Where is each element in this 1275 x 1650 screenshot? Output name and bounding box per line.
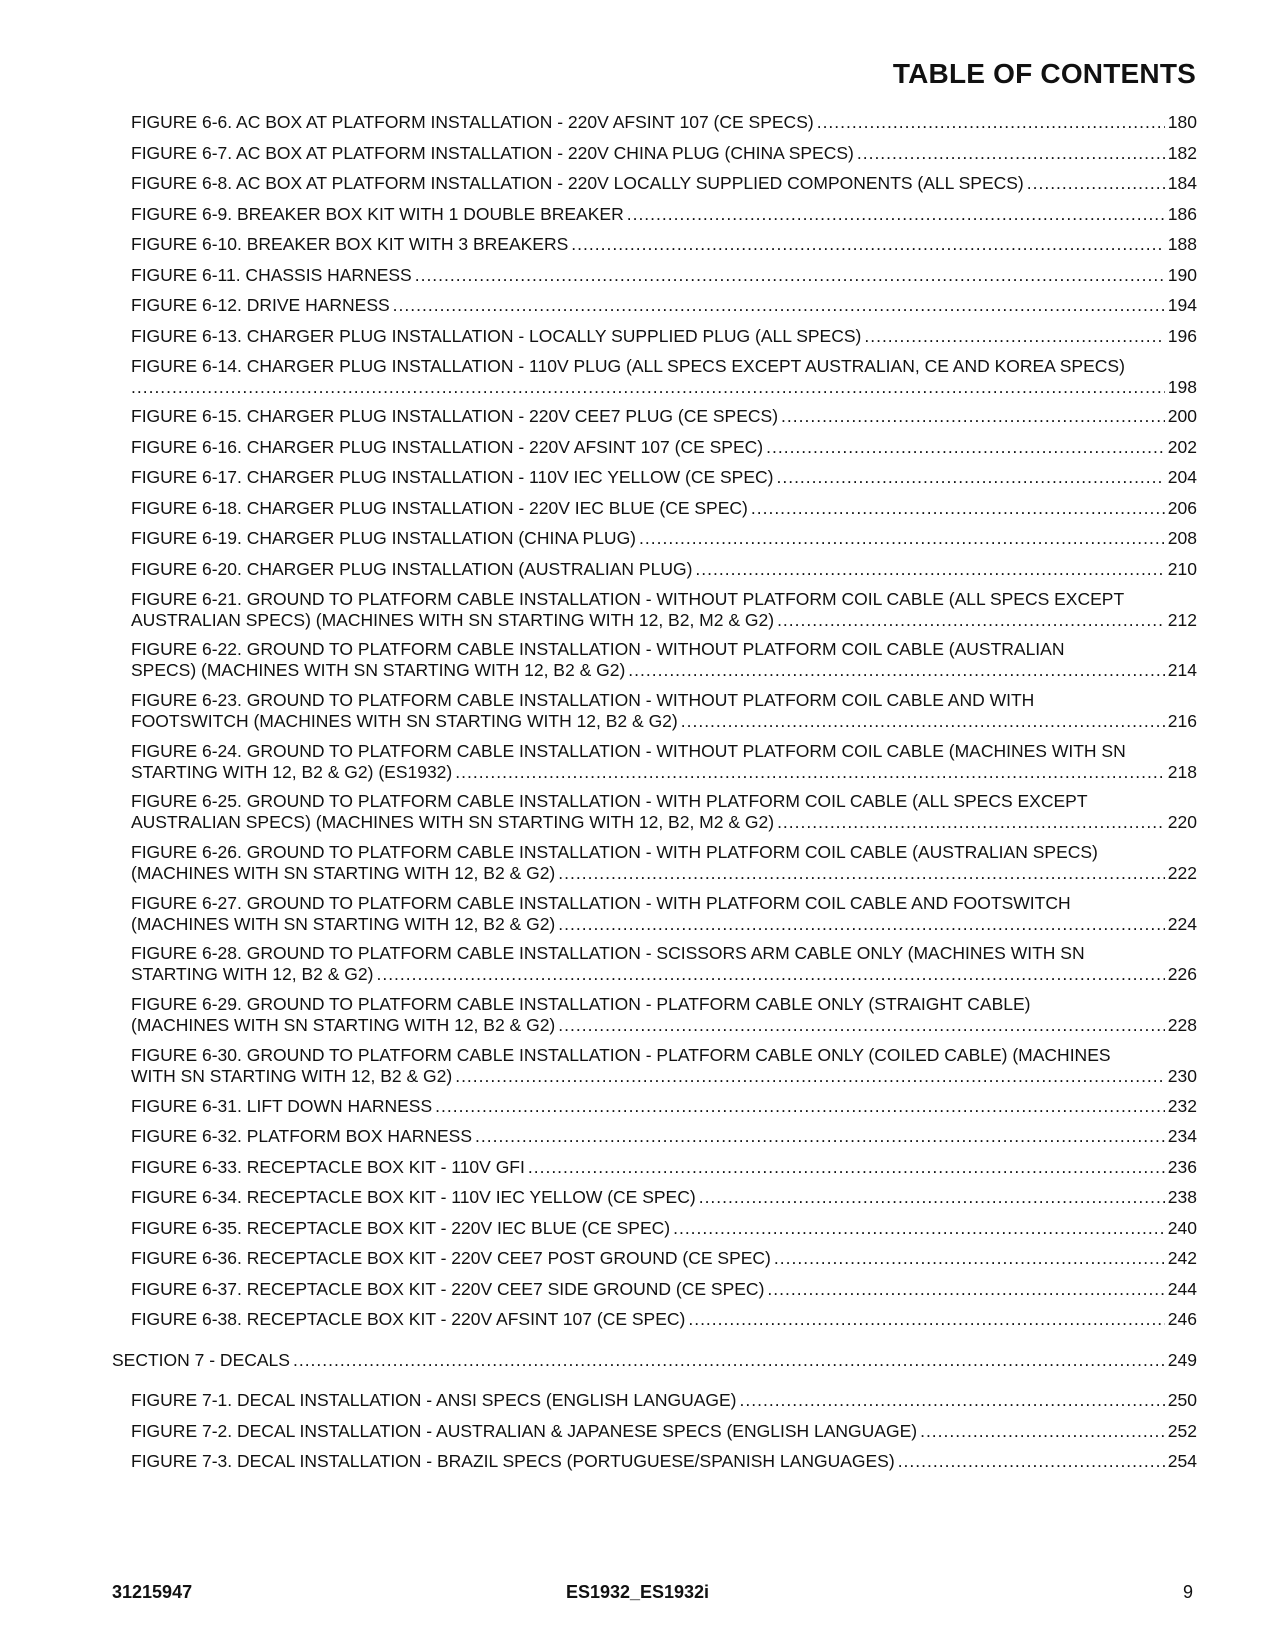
dot-leader: [673, 1218, 1165, 1239]
toc-entry-text: FIGURE 6-27. GROUND TO PLATFORM CABLE INSTALLATION - WITH PLATFORM COIL CABLE AND FOOTSWITCH: [131, 893, 1071, 913]
page-title: TABLE OF CONTENTS: [892, 58, 1196, 89]
dot-leader: [781, 406, 1165, 427]
toc-entry-text: FIGURE 6-13. CHARGER PLUG INSTALLATION - LOCALLY SUPPLIED PLUG (ALL SPECS): [131, 326, 862, 346]
toc-entry-text: (MACHINES WITH SN STARTING WITH 12, B2 & G2): [131, 1015, 556, 1035]
toc-entry[interactable]: [131, 1421, 1197, 1442]
dot-leader: [455, 762, 1165, 783]
toc-entry-text: AUSTRALIAN SPECS) (MACHINES WITH SN STARTING WITH 12, B2, M2 & G2): [131, 812, 775, 832]
dot-leader: [688, 1309, 1164, 1330]
toc-entry[interactable]: [131, 1126, 1197, 1147]
toc-entry[interactable]: [131, 943, 1197, 985]
toc-page-number: 216: [1167, 711, 1197, 731]
toc-entry-text: FIGURE 6-38. RECEPTACLE BOX KIT - 220V AFSINT 107 (CE SPEC): [131, 1309, 686, 1329]
toc-entry-text: FIGURE 6-34. RECEPTACLE BOX KIT - 110V IEC YELLOW (CE SPEC): [131, 1187, 696, 1207]
toc-page-number: 190: [1167, 265, 1197, 285]
toc-page-number: 180: [1167, 112, 1197, 132]
toc-entry[interactable]: [131, 356, 1197, 398]
toc-entry-text: FIGURE 6-22. GROUND TO PLATFORM CABLE INSTALLATION - WITHOUT PLATFORM COIL CABLE (AUSTRALIAN: [131, 639, 1065, 659]
toc-entry[interactable]: [131, 467, 1197, 488]
dot-leader: [776, 467, 1164, 488]
dot-leader: [376, 964, 1164, 985]
toc-entry-text: FIGURE 6-28. GROUND TO PLATFORM CABLE INSTALLATION - SCISSORS ARM CABLE ONLY (MACHINES WITH SN: [131, 943, 1085, 963]
toc-page-number: 224: [1167, 914, 1197, 934]
dot-leader: [528, 1157, 1165, 1178]
toc-entry[interactable]: [131, 204, 1197, 225]
toc-entry-text: FIGURE 6-16. CHARGER PLUG INSTALLATION - 220V AFSINT 107 (CE SPEC): [131, 437, 764, 457]
toc-entry[interactable]: [131, 143, 1197, 164]
toc-entry-text: (MACHINES WITH SN STARTING WITH 12, B2 & G2): [131, 914, 556, 934]
toc-page-number: 242: [1167, 1248, 1197, 1268]
toc-page-number: 186: [1167, 204, 1197, 224]
toc-page-number: 240: [1167, 1218, 1197, 1238]
dot-leader: [777, 812, 1165, 833]
toc-page-number: 236: [1167, 1157, 1197, 1177]
dot-leader: [920, 1421, 1165, 1442]
toc-entry-text: SPECS) (MACHINES WITH SN STARTING WITH 12, B2 & G2): [131, 660, 626, 680]
toc-entry[interactable]: [131, 112, 1197, 133]
toc-page-number: 230: [1167, 1066, 1197, 1086]
toc-entry-text: FIGURE 6-33. RECEPTACLE BOX KIT - 110V GFI: [131, 1157, 525, 1177]
toc-entry-text: (MACHINES WITH SN STARTING WITH 12, B2 & G2): [131, 863, 556, 883]
toc-entry-text: FIGURE 6-9. BREAKER BOX KIT WITH 1 DOUBLE BREAKER: [131, 204, 624, 224]
toc-entry[interactable]: [131, 1045, 1197, 1087]
dot-leader: [627, 204, 1165, 225]
toc-page-number: 232: [1167, 1096, 1197, 1116]
toc-entry-text: FIGURE 7-2. DECAL INSTALLATION - AUSTRALIAN & JAPANESE SPECS (ENGLISH LANGUAGE): [131, 1421, 918, 1441]
toc-entry-text: STARTING WITH 12, B2 & G2): [131, 964, 374, 984]
toc-page-number: 249: [1167, 1350, 1197, 1370]
footer-model: ES1932_ES1932i: [565, 1582, 710, 1602]
toc-entry-text: FIGURE 6-7. AC BOX AT PLATFORM INSTALLATION - 220V CHINA PLUG (CHINA SPECS): [131, 143, 854, 163]
toc-entry-text: FIGURE 6-21. GROUND TO PLATFORM CABLE INSTALLATION - WITHOUT PLATFORM COIL CABLE (ALL SPECS EXCEPT: [131, 589, 1125, 609]
toc-entry-text: FIGURE 6-30. GROUND TO PLATFORM CABLE INSTALLATION - PLATFORM CABLE ONLY (COILED CABLE) (MACHINES: [131, 1045, 1111, 1065]
toc-page-number: 218: [1167, 762, 1197, 782]
toc-page-number: 250: [1167, 1390, 1197, 1410]
toc-entry-text: FIGURE 7-3. DECAL INSTALLATION - BRAZIL SPECS (PORTUGUESE/SPANISH LANGUAGES): [131, 1451, 895, 1471]
dot-leader: [628, 660, 1165, 681]
toc-page-number: 202: [1167, 437, 1197, 457]
dot-leader: [766, 437, 1165, 458]
dot-leader: [475, 1126, 1165, 1147]
toc-entry[interactable]: [131, 559, 1197, 580]
dot-leader: [415, 265, 1165, 286]
toc-entry-text: FIGURE 6-17. CHARGER PLUG INSTALLATION - 110V IEC YELLOW (CE SPEC): [131, 467, 774, 487]
dot-leader: [393, 295, 1165, 316]
toc-entry-text: FIGURE 6-37. RECEPTACLE BOX KIT - 220V CEE7 SIDE GROUND (CE SPEC): [131, 1279, 765, 1299]
toc-entry[interactable]: [131, 639, 1197, 681]
toc-page-number: 210: [1167, 559, 1197, 579]
toc-page-number: 200: [1167, 406, 1197, 426]
toc-page-number: 246: [1167, 1309, 1197, 1329]
dot-leader: [639, 528, 1165, 549]
toc-entry-text: FIGURE 6-36. RECEPTACLE BOX KIT - 220V CEE7 POST GROUND (CE SPEC): [131, 1248, 771, 1268]
dot-leader: [293, 1350, 1165, 1371]
toc-page-number: 188: [1167, 234, 1197, 254]
toc-entry[interactable]: [131, 741, 1197, 783]
toc-page-number: 198: [1167, 377, 1197, 397]
toc-entry[interactable]: [131, 1451, 1197, 1472]
dot-leader: [699, 1187, 1165, 1208]
dot-leader: [864, 326, 1164, 347]
toc-entry-text: FIGURE 6-32. PLATFORM BOX HARNESS: [131, 1126, 472, 1146]
toc-entry[interactable]: [131, 437, 1197, 458]
toc-entry-text: FIGURE 6-24. GROUND TO PLATFORM CABLE INSTALLATION - WITHOUT PLATFORM COIL CABLE (MACHINES WITH SN: [131, 741, 1126, 761]
toc-page-number: 206: [1167, 498, 1197, 518]
toc-entry-text: FOOTSWITCH (MACHINES WITH SN STARTING WITH 12, B2 & G2): [131, 711, 678, 731]
toc-page-number: 244: [1167, 1279, 1197, 1299]
toc-page-number: 184: [1167, 173, 1197, 193]
toc-entry[interactable]: [131, 1187, 1197, 1208]
dot-leader: [898, 1451, 1165, 1472]
dot-leader: [1027, 173, 1165, 194]
toc-entry-text: FIGURE 6-29. GROUND TO PLATFORM CABLE INSTALLATION - PLATFORM CABLE ONLY (STRAIGHT CABLE): [131, 994, 1031, 1014]
toc-entry[interactable]: [131, 1096, 1197, 1117]
toc-page-number: 226: [1167, 964, 1197, 984]
toc-entry-text: FIGURE 6-12. DRIVE HARNESS: [131, 295, 390, 315]
toc-entry-text: SECTION 7 - DECALS: [112, 1350, 290, 1370]
dot-leader: [571, 234, 1165, 255]
toc-entry-text: FIGURE 7-1. DECAL INSTALLATION - ANSI SPECS (ENGLISH LANGUAGE): [131, 1390, 737, 1410]
toc-entry-text: FIGURE 6-15. CHARGER PLUG INSTALLATION - 220V CEE7 PLUG (CE SPECS): [131, 406, 779, 426]
toc-entry-text: FIGURE 6-8. AC BOX AT PLATFORM INSTALLATION - 220V LOCALLY SUPPLIED COMPONENTS (ALL SPECS): [131, 173, 1024, 193]
toc-entry-text: FIGURE 6-18. CHARGER PLUG INSTALLATION - 220V IEC BLUE (CE SPEC): [131, 498, 748, 518]
toc-entry-text: FIGURE 6-10. BREAKER BOX KIT WITH 3 BREAKERS: [131, 234, 569, 254]
toc-page-number: 234: [1167, 1126, 1197, 1146]
dot-leader: [558, 1015, 1165, 1036]
toc-entry[interactable]: [131, 406, 1197, 427]
dot-leader: [774, 1248, 1165, 1269]
toc-page-number: 194: [1167, 295, 1197, 315]
toc-entry[interactable]: [131, 1157, 1197, 1178]
dot-leader: [857, 143, 1165, 164]
dot-leader: [817, 112, 1165, 133]
toc-entry[interactable]: [131, 528, 1197, 549]
footer-page-number: 9: [1182, 1582, 1193, 1602]
toc-page-number: 212: [1167, 610, 1197, 630]
toc-entry[interactable]: [131, 690, 1197, 732]
toc-entry-text: FIGURE 6-31. LIFT DOWN HARNESS: [131, 1096, 433, 1116]
footer-document-number: 31215947: [112, 1582, 193, 1602]
toc-entry-text: FIGURE 6-20. CHARGER PLUG INSTALLATION (AUSTRALIAN PLUG): [131, 559, 693, 579]
toc-entry-text: FIGURE 6-11. CHASSIS HARNESS: [131, 265, 412, 285]
toc-entry-text: FIGURE 6-26. GROUND TO PLATFORM CABLE INSTALLATION - WITH PLATFORM COIL CABLE (AUSTRALIAN SPECS): [131, 842, 1098, 862]
toc-entry[interactable]: [131, 842, 1197, 884]
dot-leader: [131, 377, 1165, 398]
toc-page-number: 208: [1167, 528, 1197, 548]
toc-page-number: 222: [1167, 863, 1197, 883]
toc-entry-text: WITH SN STARTING WITH 12, B2 & G2): [131, 1066, 453, 1086]
dot-leader: [751, 498, 1165, 519]
dot-leader: [558, 863, 1165, 884]
toc-entry-text: FIGURE 6-35. RECEPTACLE BOX KIT - 220V IEC BLUE (CE SPEC): [131, 1218, 671, 1238]
toc-page-number: 196: [1167, 326, 1197, 346]
toc-entry[interactable]: [131, 295, 1197, 316]
toc-entry[interactable]: [131, 1279, 1197, 1300]
toc-page-number: 228: [1167, 1015, 1197, 1035]
toc-entry[interactable]: [131, 589, 1197, 631]
dot-leader: [777, 610, 1165, 631]
toc-entry[interactable]: [131, 1309, 1197, 1330]
toc-entry-text: FIGURE 6-25. GROUND TO PLATFORM CABLE INSTALLATION - WITH PLATFORM COIL CABLE (ALL SPECS EXCEPT: [131, 791, 1088, 811]
toc-entry-text: FIGURE 6-14. CHARGER PLUG INSTALLATION - 110V PLUG (ALL SPECS EXCEPT AUSTRALIAN, CE AND KOREA SPECS): [131, 356, 1125, 376]
toc-entry-text: FIGURE 6-19. CHARGER PLUG INSTALLATION (CHINA PLUG): [131, 528, 637, 548]
dot-leader: [695, 559, 1164, 580]
dot-leader: [767, 1279, 1164, 1300]
toc-entry[interactable]: [131, 326, 1197, 347]
toc-page-number: 214: [1167, 660, 1197, 680]
toc-entry[interactable]: [131, 1218, 1197, 1239]
dot-leader: [740, 1390, 1165, 1411]
toc-entry[interactable]: [131, 498, 1197, 519]
dot-leader: [455, 1066, 1165, 1087]
toc-entry[interactable]: [131, 994, 1197, 1036]
toc-page-number: 182: [1167, 143, 1197, 163]
toc-page-number: 220: [1167, 812, 1197, 832]
toc-entry-text: AUSTRALIAN SPECS) (MACHINES WITH SN STARTING WITH 12, B2, M2 & G2): [131, 610, 775, 630]
toc-entry-text: STARTING WITH 12, B2 & G2) (ES1932): [131, 762, 453, 782]
toc-section-entry[interactable]: [112, 1350, 1197, 1371]
toc-entry-text: FIGURE 6-23. GROUND TO PLATFORM CABLE INSTALLATION - WITHOUT PLATFORM COIL CABLE AND WITH: [131, 690, 1035, 710]
toc-entry[interactable]: [131, 893, 1197, 935]
toc-page-number: 204: [1167, 467, 1197, 487]
toc-entry[interactable]: [131, 173, 1197, 194]
toc-entry[interactable]: [131, 265, 1197, 286]
dot-leader: [558, 914, 1165, 935]
toc-page-number: 238: [1167, 1187, 1197, 1207]
toc-entry[interactable]: [131, 234, 1197, 255]
toc-page-number: 252: [1167, 1421, 1197, 1441]
toc-entry[interactable]: [131, 791, 1197, 833]
toc-entry[interactable]: [131, 1390, 1197, 1411]
toc-entry[interactable]: [131, 1248, 1197, 1269]
toc-page-number: 254: [1167, 1451, 1197, 1471]
dot-leader: [681, 711, 1165, 732]
dot-leader: [435, 1096, 1165, 1117]
toc-entry-text: FIGURE 6-6. AC BOX AT PLATFORM INSTALLATION - 220V AFSINT 107 (CE SPECS): [131, 112, 814, 132]
